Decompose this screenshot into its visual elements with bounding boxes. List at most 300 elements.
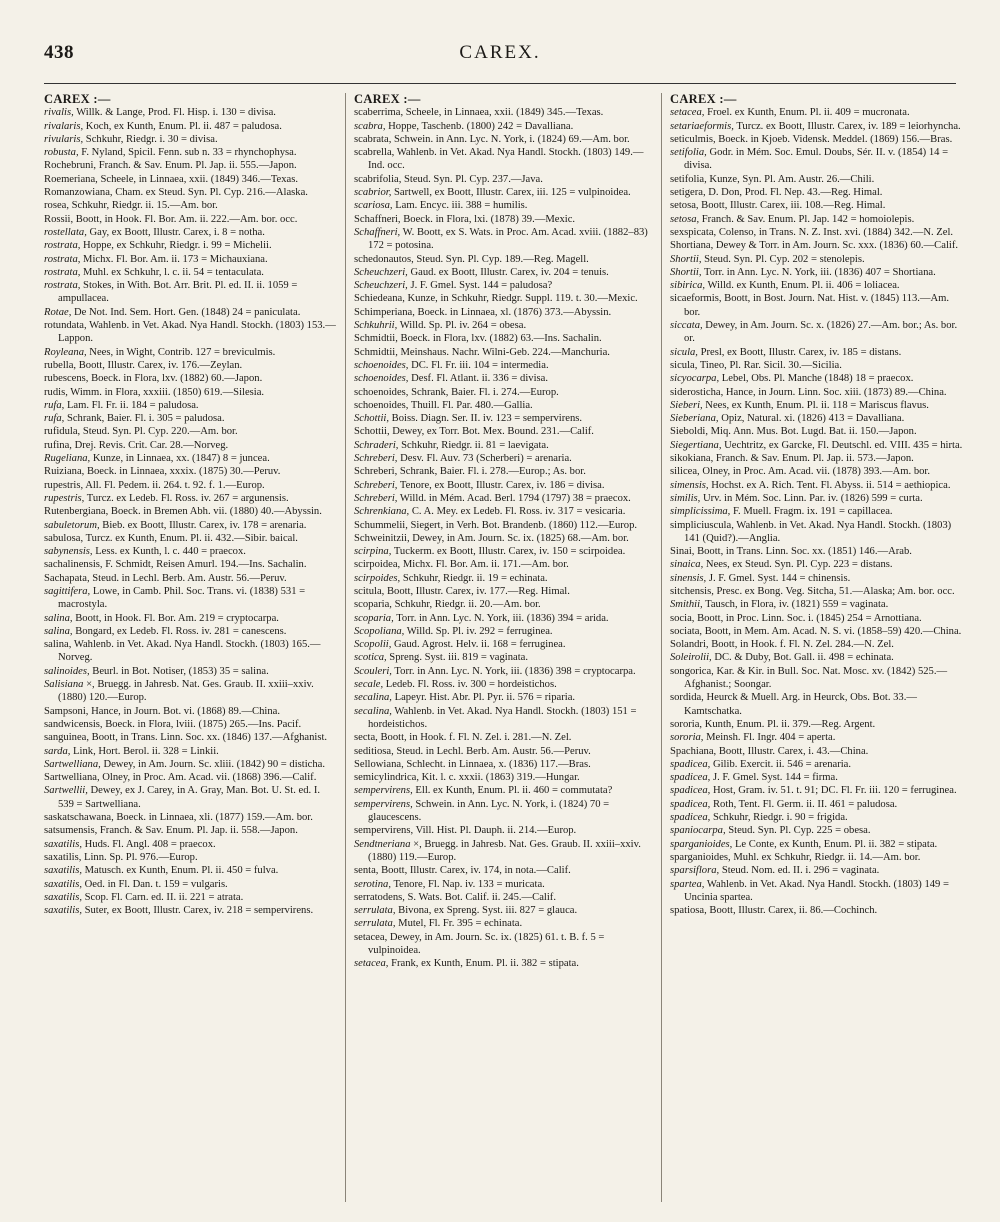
- entry-text: sanguinea, Boott, in Trans. Linn. Soc. xx. (1846) 137.—Afghanist.: [44, 732, 328, 744]
- index-entry: [354, 425, 654, 438]
- index-entry: [44, 452, 336, 465]
- index-entry: [354, 758, 654, 771]
- entry-text: Schweinitzii, Dewey, in Am. Journ. Sc. ix. (1825) 68.—Am. bor.: [354, 532, 629, 544]
- index-entry: [354, 332, 654, 345]
- entry-text: sempervirens, Vill. Hist. Pl. Dauph. ii. 214.—Europ.: [354, 825, 577, 837]
- entry-text: scitula, Boott, Illustr. Carex, iv. 177.—Reg. Himal.: [354, 585, 570, 597]
- entry-text: rupestris, All. Fl. Pedem. ii. 264. t. 92. f. 1.—Europ.: [44, 479, 265, 491]
- entry-text: Nees, ex Kunth, Enum. Pl. ii. 118 = Mariscus flavus.: [702, 399, 929, 411]
- synonym-epithet: setacea,: [354, 958, 389, 970]
- entry-text: Dewey, in Am. Journ. Sc. xliii. (1842) 90 = disticha.: [100, 758, 325, 770]
- entry-text: Gay, ex Boott, Illustr. Carex, i. 8 = notha.: [86, 226, 265, 238]
- entry-text: Schkuhr, Riedgr. i. 30 = divisa.: [83, 133, 218, 145]
- entry-text: Opiz, Natural. xi. (1826) 413 = Davalliana.: [718, 413, 905, 425]
- synonym-epithet: Siegertiana,: [670, 439, 722, 451]
- entry-text: Bieb. ex Boott, Illustr. Carex, iv. 178 = arenaria.: [99, 519, 307, 531]
- entry-text: Ruiziana, Boeck. in Linnaea, xxxix. (1875) 30.—Peruv.: [44, 466, 281, 478]
- entry-text: Torr. in Ann. Lyc. N. York, iii. (1836) 407 = Shortiana.: [701, 266, 936, 278]
- synonym-epithet: Rotae,: [44, 306, 72, 318]
- entry-text: Gilib. Exercit. ii. 546 = arenaria.: [710, 758, 852, 770]
- synonym-epithet: sororia,: [670, 732, 704, 744]
- index-entry: [44, 519, 336, 532]
- synonym-epithet: Soleirolii,: [670, 652, 712, 664]
- index-entry: [44, 784, 336, 811]
- index-entry: [44, 199, 336, 212]
- index-entry: [354, 917, 654, 930]
- entry-text: semicylindrica, Kit. l. c. xxxii. (1863) 319.—Hungar.: [354, 772, 580, 784]
- index-entry: [354, 465, 654, 478]
- entry-text: Host, Gram. iv. 51. t. 91; DC. Fl. Fr. iii. 120 = ferruginea.: [710, 785, 957, 797]
- entry-text: sparganioides, Muhl. ex Schkuhr, Riedgr. ii. 14.—Am. bor.: [670, 851, 921, 863]
- synonym-epithet: secale,: [354, 679, 384, 691]
- entry-text: Shortiana, Dewey & Torr. in Am. Journ. Sc. xxx. (1836) 60.—Calif.: [670, 240, 959, 252]
- index-entry: [44, 505, 336, 518]
- entry-text: setigera, D. Don, Prod. Fl. Nep. 43.—Reg. Himal.: [670, 187, 883, 199]
- index-entry: [44, 532, 336, 545]
- entry-text: Desv. Fl. Auv. 73 (Scherberi) = arenaria.: [397, 453, 572, 465]
- entry-text: Muhl. ex Schkuhr, l. c. ii. 54 = tentaculata.: [80, 266, 264, 278]
- index-entry: [44, 173, 336, 186]
- synonym-epithet: Scheuchzeri,: [354, 266, 408, 278]
- entry-text: Hoppe, Taschenb. (1800) 242 = Davalliana.: [385, 120, 574, 132]
- synonym-epithet: sicula,: [670, 346, 698, 358]
- index-entry: [44, 705, 336, 718]
- index-entry: [44, 186, 336, 199]
- index-entry: [44, 425, 336, 438]
- synonym-epithet: scoparia,: [354, 612, 394, 624]
- synonym-epithet: spadicea,: [670, 772, 711, 784]
- index-entry: [44, 372, 336, 385]
- entry-text: Lapeyr. Hist. Abr. Pl. Pyr. ii. 576 = riparia.: [391, 692, 576, 704]
- index-entry: [44, 545, 336, 558]
- synonym-epithet: sparganioides,: [670, 838, 733, 850]
- entry-text: Solandri, Boott, in Hook. f. Fl. N. Zel. 284.—N. Zel.: [670, 639, 894, 651]
- synonym-epithet: sabynensis,: [44, 546, 93, 558]
- synonym-epithet: saxatilis,: [44, 865, 82, 877]
- index-entry: [354, 878, 654, 891]
- entry-text: Boott, in Hook. Fl. Bor. Am. 219 = cryptocarpa.: [72, 612, 279, 624]
- index-entry: [354, 120, 654, 133]
- index-entry: [44, 585, 336, 612]
- index-entry: [354, 545, 654, 558]
- entry-text: Willd. Sp. Pl. iv. 264 = obesa.: [397, 320, 527, 332]
- entry-text: Frank, ex Kunth, Enum. Pl. ii. 382 = stipata.: [388, 958, 579, 970]
- synonym-epithet: spartea,: [670, 878, 705, 890]
- index-entry: [354, 691, 654, 704]
- entry-text: sachalinensis, F. Schmidt, Reisen Amurl. 194.—Ins. Sachalin.: [44, 559, 307, 571]
- index-entry: [670, 612, 966, 625]
- index-entry: [44, 412, 336, 425]
- synonym-epithet: rostrata,: [44, 280, 81, 292]
- synonym-epithet: spadicea,: [670, 798, 711, 810]
- synonym-epithet: scirpoides,: [354, 572, 401, 584]
- index-entry: [670, 359, 966, 372]
- index-entry: [44, 226, 336, 239]
- entry-text: scabrella, Wahlenb. in Vet. Akad. Nya Handl. Stockh. (1803) 149.—Ind. occ.: [354, 147, 644, 172]
- index-entry: [44, 253, 336, 266]
- entry-text: Torr. in Ann. Lyc. N. York, iii. (1836) 398 = cryptocarpa.: [391, 665, 636, 677]
- synonym-epithet: rivalis,: [44, 107, 74, 119]
- synonym-epithet: setifolia,: [670, 147, 707, 159]
- index-entry: [354, 771, 654, 784]
- synonym-epithet: similis,: [670, 492, 701, 504]
- synonym-epithet: spaniocarpa,: [670, 825, 726, 837]
- index-entry: [354, 651, 654, 664]
- index-entry: [670, 598, 966, 611]
- entry-text: Schummelii, Siegert, in Verh. Bot. Brandenb. (1860) 112.—Europ.: [354, 519, 638, 531]
- entry-text: Suter, ex Boott, Illustr. Carex, iv. 218 = sempervirens.: [81, 905, 314, 917]
- entry-text: F. Muell. Fragm. ix. 191 = capillacea.: [730, 506, 893, 518]
- entry-text: J. F. Gmel. Syst. 144 = chinensis.: [706, 572, 851, 584]
- entry-text: silicea, Olney, in Proc. Am. Acad. vii. (1878) 393.—Am. bor.: [670, 466, 931, 478]
- entry-text: Dewey, in Am. Journ. Sc. x. (1826) 27.—Am. bor.; As. bor. or.: [684, 320, 958, 345]
- synonym-epithet: scabrior,: [354, 187, 392, 199]
- index-entry: [670, 346, 966, 359]
- index-entry: [670, 558, 966, 571]
- index-entry: [354, 146, 654, 173]
- synonym-epithet: Royleana,: [44, 346, 87, 358]
- index-entry: [354, 838, 654, 865]
- synonym-epithet: sinensis,: [670, 572, 707, 584]
- entry-text: spatiosa, Boott, Illustr. Carex, ii. 86.—Cochinch.: [670, 905, 878, 917]
- entry-text: Tuckerm. ex Boott, Illustr. Carex, iv. 150 = scirpoidea.: [391, 546, 626, 558]
- index-entry: [44, 824, 336, 837]
- entry-text: rubescens, Boeck. in Flora, lxv. (1882) 60.—Japon.: [44, 373, 263, 385]
- entry-text: Michx. Fl. Bor. Am. ii. 173 = Michauxiana.: [80, 253, 268, 265]
- index-entry: [354, 372, 654, 385]
- index-entry: [670, 824, 966, 837]
- synonym-epithet: sinaica,: [670, 559, 704, 571]
- index-entry: [44, 346, 336, 359]
- index-entry: [44, 678, 336, 705]
- index-entry: [670, 545, 966, 558]
- index-entry: [670, 771, 966, 784]
- index-entry: [670, 851, 966, 864]
- synonym-epithet: Schreberi,: [354, 492, 398, 504]
- index-entry: [354, 519, 654, 532]
- running-head: CAREX.: [459, 42, 541, 63]
- synonym-epithet: saxatilis,: [44, 891, 82, 903]
- entry-text: sitchensis, Presc. ex Bong. Veg. Sitcha, 51.—Alaska; Am. bor. occ.: [670, 585, 955, 597]
- entry-text: Schaffneri, Boeck. in Flora, lxi. (1878) 39.—Mexic.: [354, 213, 576, 225]
- synonym-epithet: setosa,: [670, 213, 700, 225]
- index-entry: [670, 731, 966, 744]
- index-entry: [354, 678, 654, 691]
- entry-text: Spachiana, Boott, Illustr. Carex, i. 43.—China.: [670, 745, 869, 757]
- index-entry: [670, 505, 966, 518]
- synonym-epithet: simplicissima,: [670, 506, 731, 518]
- entry-text: Steud. Nom. ed. II. i. 296 = vaginata.: [719, 865, 880, 877]
- index-entry: [354, 625, 654, 638]
- entry-text: Meinsh. Fl. Ingr. 404 = aperta.: [703, 732, 836, 744]
- entry-text: Schkuhr, Riedgr. ii. 19 = echinata.: [400, 572, 548, 584]
- entry-text: Ell. ex Kunth, Enum. Pl. ii. 460 = commutata?: [412, 785, 613, 797]
- synonym-epithet: schoenoides,: [354, 359, 409, 371]
- index-entry: [670, 133, 966, 146]
- entry-text: Willd. ex Kunth, Enum. Pl. ii. 406 = loliacea.: [705, 280, 900, 292]
- index-entry: [44, 133, 336, 146]
- index-entry: [670, 904, 966, 917]
- entry-text: Franch. & Sav. Enum. Pl. Jap. 142 = homoiolepis.: [699, 213, 915, 225]
- index-entry: [354, 412, 654, 425]
- entry-text: J. F. Gmel. Syst. 144 = paludosa?: [407, 280, 553, 292]
- index-entry: [44, 612, 336, 625]
- index-entry: [354, 253, 654, 266]
- index-entry: [44, 306, 336, 319]
- index-entry: [44, 465, 336, 478]
- synonym-epithet: salina,: [44, 625, 73, 637]
- index-entry: [44, 279, 336, 306]
- entry-text: sandwicensis, Boeck. in Flora, lviii. (1875) 265.—Ins. Pacif.: [44, 718, 302, 730]
- entry-text: Matusch. ex Kunth, Enum. Pl. ii. 450 = fulva.: [81, 865, 279, 877]
- entry-text: Schmidtii, Meinshaus. Nachr. Wilni-Geb. 224.—Manchuria.: [354, 346, 610, 358]
- index-entry: [44, 479, 336, 492]
- index-entry: [354, 492, 654, 505]
- entry-text: seticulmis, Boeck. in Kjoeb. Vidensk. Meddel. (1869) 156.—Bras.: [670, 133, 953, 145]
- synonym-epithet: sempervirens,: [354, 798, 413, 810]
- index-entry: [670, 120, 966, 133]
- index-entry: [44, 838, 336, 851]
- index-entry: [44, 159, 336, 172]
- column-3: [670, 93, 966, 1202]
- index-entry: [670, 864, 966, 877]
- entry-text: salina, Wahlenb. in Vet. Akad. Nya Handl. Stockh. (1803) 165.—Norveg.: [44, 639, 321, 664]
- synonym-epithet: sempervirens,: [354, 785, 413, 797]
- entry-text: scabrata, Schwein. in Ann. Lyc. N. York, i. (1824) 69.—Am. bor.: [354, 133, 630, 145]
- index-entry: [354, 186, 654, 199]
- entry-text: serratodens, S. Wats. Bot. Calif. ii. 245.—Calif.: [354, 891, 556, 903]
- entry-text: Willk. & Lange, Prod. Fl. Hisp. i. 130 = divisa.: [73, 107, 276, 119]
- index-entry: [354, 439, 654, 452]
- synonym-epithet: sibirica,: [670, 280, 706, 292]
- entry-text: Ledeb. Fl. Ross. iv. 300 = hordeistichos.: [383, 679, 557, 691]
- entry-text: Bivona, ex Spreng. Syst. iii. 827 = glauca.: [395, 905, 578, 917]
- synonym-epithet: salinoides,: [44, 665, 90, 677]
- index-entry: [354, 665, 654, 678]
- entry-text: C. A. Mey. ex Ledeb. Fl. Ross. iv. 317 = vesicaria.: [409, 506, 626, 518]
- index-entry: [44, 120, 336, 133]
- entry-text: Romanzowiana, Cham. ex Steud. Syn. Pl. Cyp. 216.—Alaska.: [44, 187, 308, 199]
- index-entry: [670, 665, 966, 692]
- entry-text: Wahlenb. in Vet. Akad. Nya Handl. Stockh. (1803) 151 = hordeistichos.: [368, 705, 637, 730]
- index-entry: [354, 452, 654, 465]
- index-entry: [670, 372, 966, 385]
- synonym-epithet: scabra,: [354, 120, 386, 132]
- entry-text: Schkuhr, Riedgr. i. 90 = frigida.: [710, 812, 848, 824]
- index-entry: [354, 133, 654, 146]
- index-entry: [354, 319, 654, 332]
- entry-text: schedonautos, Steud. Syn. Pl. Cyp. 189.—Reg. Magell.: [354, 253, 589, 265]
- index-entry: [354, 745, 654, 758]
- entry-text: Sachapata, Steud. in Lechl. Berb. Am. Austr. 56.—Peruv.: [44, 572, 287, 584]
- synonym-epithet: rivalaris,: [44, 120, 84, 132]
- header-rule: [44, 83, 956, 84]
- entry-text: saxatilis, Linn. Sp. Pl. 976.—Europ.: [44, 851, 198, 863]
- index-entry: [354, 479, 654, 492]
- index-entry: [354, 731, 654, 744]
- entry-text: setifolia, Kunze, Syn. Pl. Am. Austr. 26.—Chili.: [670, 173, 875, 185]
- entry-text: scirpoidea, Michx. Fl. Bor. Am. ii. 171.—Am. bor.: [354, 559, 569, 571]
- entry-text: ×, Bruegg. in Jahresb. Nat. Ges. Graub. II. xxiii–xxiv. (1880) 120.—Europ.: [58, 679, 314, 704]
- entry-text: rotundata, Wahlenb. in Vet. Akad. Nya Handl. Stockh. (1803) 153.—Lappon.: [44, 320, 336, 345]
- synonym-epithet: serrulata,: [354, 918, 396, 930]
- synonym-epithet: Schraderi,: [354, 439, 399, 451]
- index-entry: [44, 771, 336, 784]
- index-entry: [670, 838, 966, 851]
- entry-text: Turcz. ex Ledeb. Fl. Ross. iv. 267 = argunensis.: [84, 492, 289, 504]
- entry-text: setacea, Dewey, in Am. Journ. Sc. ix. (1825) 61. t. B. f. 5 = vulpinoidea.: [354, 931, 605, 956]
- index-entry: [44, 811, 336, 824]
- entry-text: Koch, ex Kunth, Enum. Pl. ii. 487 = paludosa.: [83, 120, 282, 132]
- entry-text: sororia, Kunth, Enum. Pl. ii. 379.—Reg. Argent.: [670, 718, 876, 730]
- entry-text: scabrifolia, Steud. Syn. Pl. Cyp. 237.—Java.: [354, 173, 543, 185]
- synonym-epithet: serrulata,: [354, 905, 396, 917]
- entry-text: Sieboldi, Miq. Ann. Mus. Bot. Lugd. Bat. ii. 150.—Japon.: [670, 426, 917, 438]
- index-entry: [44, 891, 336, 904]
- entry-text: Sinai, Boott, in Trans. Linn. Soc. xx. (1851) 146.—Arab.: [670, 546, 912, 558]
- synonym-epithet: rupestris,: [44, 492, 85, 504]
- entry-text: DC. & Duby, Bot. Gall. ii. 498 = echinata.: [711, 652, 894, 664]
- column-heading: CAREX :—: [354, 93, 421, 106]
- text-columns: [44, 93, 966, 1202]
- synonym-epithet: Sendtneriana: [354, 838, 411, 850]
- entry-text: Rochebruni, Franch. & Sav. Enum. Pl. Jap. ii. 555.—Japon.: [44, 160, 297, 172]
- index-entry: [354, 638, 654, 651]
- entry-text: rudis, Wimm. in Flora, xxxiii. (1850) 619.—Silesia.: [44, 386, 265, 398]
- index-entry: [44, 399, 336, 412]
- index-entry: [354, 199, 654, 212]
- index-entry: [354, 306, 654, 319]
- synonym-epithet: Schreberi,: [354, 453, 398, 465]
- entry-text: Turcz. ex Boott, Illustr. Carex, iv. 189 = leiorhyncha.: [733, 120, 961, 132]
- entry-text: Torr. in Ann. Lyc. N. York, iii. (1836) 394 = arida.: [393, 612, 609, 624]
- entry-text: Rutenbergiana, Boeck. in Bremen Abh. vii. (1880) 40.—Abyssin.: [44, 506, 322, 518]
- entry-text: Huds. Fl. Angl. 408 = praecox.: [81, 838, 216, 850]
- index-entry: [670, 718, 966, 731]
- index-entry: [44, 638, 336, 665]
- index-entry: [670, 625, 966, 638]
- index-entry: [670, 186, 966, 199]
- synonym-epithet: serotina,: [354, 878, 391, 890]
- synonym-epithet: scirpina,: [354, 546, 392, 558]
- entry-text: Godr. in Mém. Soc. Emul. Doubs, Sér. II. v. (1854) 14 = divisa.: [684, 147, 949, 172]
- index-entry: [44, 878, 336, 891]
- index-entry: [670, 758, 966, 771]
- index-entry: [354, 558, 654, 571]
- index-entry: [670, 213, 966, 226]
- entry-text: Schkuhr, Riedgr. ii. 81 = laevigata.: [398, 439, 549, 451]
- index-entry: [44, 146, 336, 159]
- index-entry: [44, 665, 336, 678]
- index-entry: [44, 731, 336, 744]
- entry-text: W. Boott, ex S. Wats. in Proc. Am. Acad. xviii. (1882–83) 172 = potosina.: [368, 226, 648, 252]
- entry-text: J. F. Gmel. Syst. 144 = firma.: [710, 772, 838, 784]
- entry-text: Sellowiana, Schlecht. in Linnaea, x. (1836) 117.—Bras.: [354, 758, 591, 770]
- entry-text: schoenoides, Thuill. Fl. Par. 480.—Gallia.: [354, 399, 533, 411]
- entry-text: Boiss. Diagn. Ser. II. iv. 123 = sempervirens.: [389, 413, 583, 425]
- entry-text: Dewey, ex J. Carey, in A. Gray, Man. Bot. U. St. ed. I. 539 = Sartwelliana.: [58, 785, 320, 810]
- synonym-epithet: secalina,: [354, 692, 392, 704]
- synonym-epithet: Salisiana: [44, 679, 84, 691]
- entry-text: rosea, Schkuhr, Riedgr. ii. 15.—Am. bor.: [44, 200, 218, 212]
- index-entry: [670, 651, 966, 664]
- index-entry: [44, 439, 336, 452]
- index-entry: [354, 226, 654, 253]
- index-entry: [354, 386, 654, 399]
- entry-text: Wahlenb. in Vet. Akad. Nya Handl. Stockh. (1803) 149 = Uncinia spartea.: [684, 878, 949, 903]
- synonym-epithet: Sartwelliana,: [44, 758, 101, 770]
- index-entry: [670, 519, 966, 546]
- entry-text: Steud. Syn. Pl. Cyp. 225 = obesa.: [725, 825, 871, 837]
- index-entry: [670, 146, 966, 173]
- synonym-epithet: rostellata,: [44, 226, 87, 238]
- entry-text: saskatschawana, Boeck. in Linnaea, xli. (1877) 159.—Am. bor.: [44, 812, 313, 824]
- entry-text: Lam. Fl. Fr. ii. 184 = paludosa.: [64, 399, 199, 411]
- synonym-epithet: saxatilis,: [44, 878, 82, 890]
- index-entry: [670, 239, 966, 252]
- column-2: [354, 93, 654, 1202]
- entry-text: Tenore, Fl. Nap. iv. 133 = muricata.: [390, 878, 545, 890]
- entry-text: Sartwell, ex Boott, Illustr. Carex, iii. 125 = vulpinoidea.: [391, 187, 631, 199]
- synonym-epithet: robusta,: [44, 147, 79, 159]
- synonym-epithet: sicyocarpa,: [670, 373, 720, 385]
- entry-text: scoparia, Schkuhr, Riedgr. ii. 20.—Am. bor.: [354, 599, 541, 611]
- synonym-epithet: sabuletorum,: [44, 519, 100, 531]
- column-heading: CAREX :—: [44, 93, 111, 106]
- synonym-epithet: sarda,: [44, 745, 71, 757]
- synonym-epithet: secalina,: [354, 705, 392, 717]
- index-entry: [44, 492, 336, 505]
- entry-text: sordida, Heurck & Muell. Arg. in Heurck, Obs. Bot. 33.—Kamtschatka.: [670, 692, 917, 717]
- entry-text: F. Nyland, Spicil. Fenn. sub n. 33 = rhynchophysa.: [78, 147, 297, 159]
- index-entry: [354, 532, 654, 545]
- index-entry: [44, 572, 336, 585]
- index-entry: [354, 572, 654, 585]
- entry-text: secta, Boott, in Hook. f. Fl. N. Zel. i. 281.—N. Zel.: [354, 732, 572, 744]
- index-entry: [670, 425, 966, 438]
- entry-text: Schottii, Dewey, ex Torr. Bot. Mex. Bound. 231.—Calif.: [354, 426, 594, 438]
- synonym-epithet: Sartwellii,: [44, 785, 88, 797]
- synonym-epithet: salina,: [44, 612, 73, 624]
- index-entry: [44, 758, 336, 771]
- index-entry: [670, 745, 966, 758]
- synonym-epithet: rufa,: [44, 413, 65, 425]
- column-divider: [661, 93, 662, 1202]
- synonym-epithet: Schrenkiana,: [354, 506, 410, 518]
- page-number: 438: [44, 42, 74, 63]
- index-entry: [44, 386, 336, 399]
- index-entry: [670, 386, 966, 399]
- index-entry: [670, 452, 966, 465]
- index-entry: [354, 106, 654, 119]
- index-entry: [354, 505, 654, 518]
- index-entry: [670, 479, 966, 492]
- entry-text: Schwein. in Ann. Lyc. N. York, i. (1824) 70 = glaucescens.: [368, 798, 610, 824]
- entry-text: Tenore, ex Boott, Illustr. Carex, iv. 186 = divisa.: [397, 479, 605, 491]
- entry-text: seditiosa, Steud. in Lechl. Berb. Am. Austr. 56.—Peruv.: [354, 745, 591, 757]
- entry-text: Le Conte, ex Kunth, Enum. Pl. ii. 382 = stipata.: [732, 838, 938, 850]
- entry-text: Willd. in Mém. Acad. Berl. 1794 (1797) 38 = praecox.: [397, 492, 631, 504]
- index-entry: [354, 585, 654, 598]
- index-entry: [44, 319, 336, 346]
- index-entry: [670, 266, 966, 279]
- entry-text: Gaud. Agrost. Helv. ii. 168 = ferruginea.: [391, 639, 566, 651]
- entry-text: sabulosa, Turcz. ex Kunth, Enum. Pl. ii. 432.—Sibir. baical.: [44, 532, 298, 544]
- index-entry: [44, 266, 336, 279]
- entry-text: Lam. Encyc. iii. 388 = humilis.: [392, 200, 528, 212]
- index-entry: [354, 864, 654, 877]
- synonym-epithet: Shortii,: [670, 266, 702, 278]
